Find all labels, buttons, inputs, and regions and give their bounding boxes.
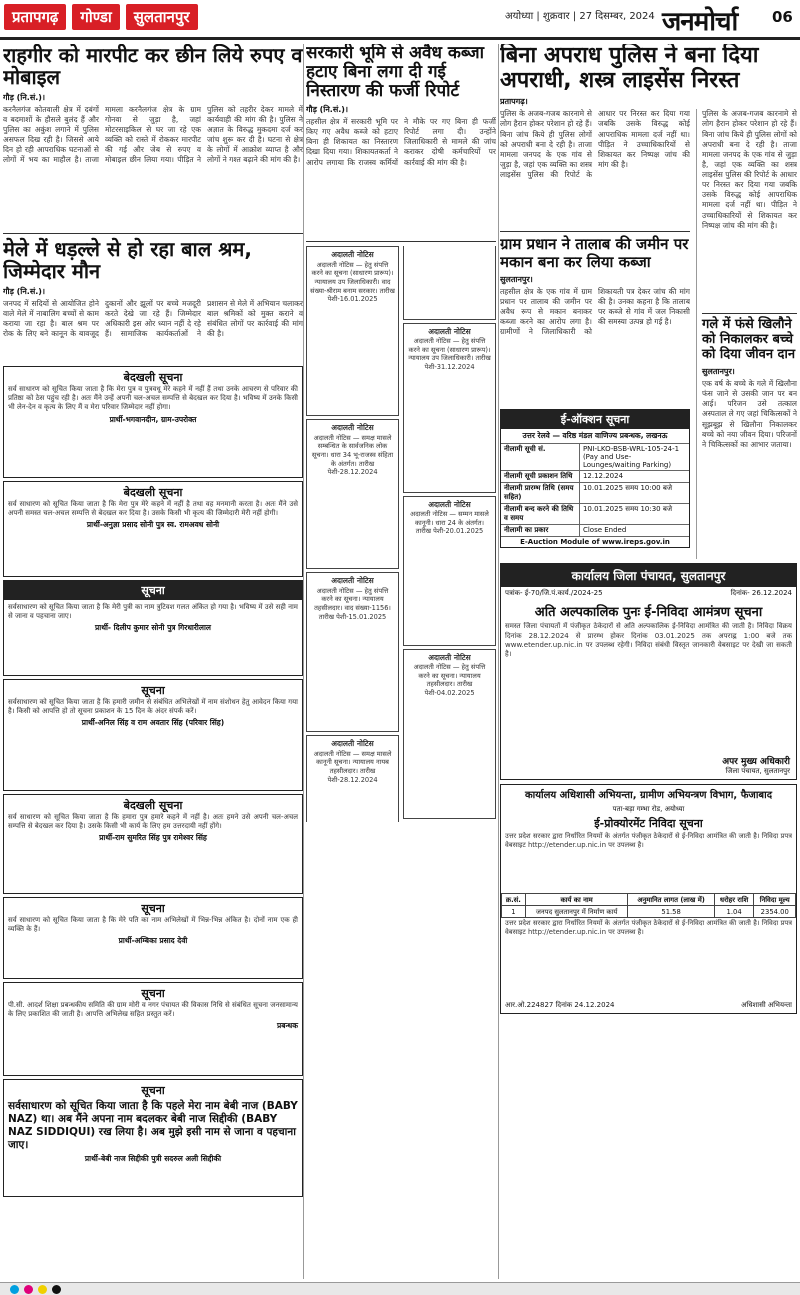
notice-body: अदालती नोटिस — हेतु संपत्ति करने का सूचना (साधारण प्रारूप)। न्यायालय उप जिलाधिकारी। वाद संख्या-श्रीराम बनाम सरकार। तारीख पेशी-16.01.2025 [310, 260, 395, 304]
column-header: निविदा मूल्य [754, 894, 796, 906]
release-order: आर.ओ.224827 दिनांक 24.12.2024 [505, 1001, 615, 1010]
notice-title: अदालती नोटिस [428, 499, 471, 509]
website-link[interactable]: E-Auction Module of www.ireps.gov.in [520, 537, 670, 546]
court-notice [403, 649, 496, 819]
story-arms-licence [500, 44, 797, 559]
headline[interactable]: सरकारी भूमि से अवैध कब्जा हटाए बिना लगा दी गई निस्तारण की फर्जी रिपोर्ट [306, 44, 485, 102]
notice-signature: प्रार्थी-अनिल सिंह व राम अवतार सिंह (परिवार सिंह) [81, 718, 225, 728]
row-value: Close Ended [582, 525, 627, 534]
ref-number: पत्रांक- ई-70/जि.पं.कार्य./2024-25 [505, 589, 603, 598]
story-body: एक वर्ष के बच्चे के गले में खिलौना फंस जाने से उसकी जान पर बन आई। परिजन उसे तत्काल अस्पताल ले गए जहां चिकित्सकों ने सूझबूझ से खिलौना निकालकर बच्चे को नया जीवन दिया। परिजनों ने चिकित्सकों का आभार जताया। [702, 379, 797, 449]
headline[interactable]: मेले में धड़ल्ले से हो रहा बाल श्रम, जिम्मेदार मौन [3, 236, 252, 284]
notice-title: ई-ऑक्शन सूचना [501, 410, 689, 429]
notice-office: कार्यालय अधिशासी अभियन्ता, ग्रामीण अभियन्त्रण विभाग, फैजाबाद [524, 790, 773, 802]
tender-table [501, 893, 796, 918]
notice-title: बेदखली सूचना [123, 485, 183, 499]
notice-body: सर्व साधारण को सूचित किया जाता है कि मेरा पुत्र मेरे कहने में नहीं है तथा वह मनमानी करता है। अतः मैंने उसे अपनी समस्त चल-अचल सम्पत्ति से बेदखल कर दिया है। उसके किसी भी कृत्य की जिम्मेदारी मेरी नहीं होगी। [8, 499, 298, 517]
notice-terms: उत्तर प्रदेश सरकार द्वारा निर्धारित नियमों के अंतर्गत पंजीकृत ठेकेदारों से ई-निविदा आमंत्रित की जाती है। निविदा प्रपत्र वेबसाइट http://etender.up.nic.in पर उपलब्ध है। [505, 919, 792, 937]
notice-title: अदालती नोटिस [331, 250, 374, 260]
notice-org: उत्तर रेलवे — वरिष्ठ मंडल वाणिज्य प्रबन्धक, लखनऊ [522, 430, 668, 440]
black-registration-mark [52, 1285, 61, 1294]
ref-date: दिनांक- 26.12.2024 [730, 589, 792, 598]
notice-box [3, 481, 303, 577]
notice-footer [501, 998, 796, 1013]
masthead [0, 0, 800, 40]
row-value: 12.12.2024 [582, 471, 624, 480]
court-notice [306, 419, 399, 569]
court-notice [403, 496, 496, 646]
notice-title: कार्यालय जिला पंचायत, सुलतानपुर [501, 564, 796, 587]
notice-signature: प्रार्थी- दिलीप कुमार सोनी पुत्र गिरधारीलाल [94, 623, 211, 633]
table-cell: 1 [502, 906, 526, 918]
notice-title: सूचना [141, 986, 165, 1000]
table-cell: 1.04 [714, 906, 754, 918]
byline: गौड़ (नि.सं.)। [3, 92, 45, 102]
row-key: नीलामी का प्रकार [501, 525, 580, 536]
divider [702, 313, 797, 314]
dateline: अयोध्या | शुक्रवार | 27 दिसम्बर, 2024 [505, 11, 655, 22]
notice-body: अदालती नोटिस — हेतु संपत्ति करने का सूचना। न्यायालय तहसीलदार। तारीख पेशी-04.02.2025 [413, 663, 486, 698]
magenta-registration-mark [24, 1285, 33, 1294]
notice-body: समस्त जिला पंचायतों में पंजीकृत ठेकेदारों से अति अल्पकालिक ई-निविदा आमंत्रित की जाती है। निविदा विक्रय दिनांक 28.12.2024 से प्रारम्भ होकर दिनांक 03.01.2025 तक अपराह्न 1:00 बजे तक www.etender.up.nic.in पर उपलब्ध रहेगी। निविदा संबंधी विस्तृत जानकारी वेबसाइट पर देखी जा सकती है। [505, 622, 792, 659]
row-key: नीलामी बन्द करने की तिथि व समय [501, 504, 580, 524]
tender-notice-zila-panchayat [500, 563, 797, 780]
notice-body: उत्तर प्रदेश सरकार द्वारा निर्धारित नियमों के अंतर्गत पंजीकृत ठेकेदारों से ई-निविदा आमंत्रित की जाती है। निविदा प्रपत्र वेबसाइट http://etender.up.nic.in पर उपलब्ध है। [505, 832, 792, 850]
table-row [501, 443, 689, 470]
notice-body: सर्व साधारण को सूचित किया जाता है कि हमारा पुत्र हमारे कहने में नहीं है। अतः हमने उसे अपनी चल-अचल सम्पत्ति से बेदखल कर दिया है। उसके किसी भी कार्य के लिए हम उत्तरदायी नहीं होंगे। [8, 812, 298, 830]
story-body: जनपद में सदियों से आयोजित होने वाले मेले में नाबालिग बच्चों से काम कराया जा रहा है। बाल श्रम पर रोक के लिए बने कानून के बावजूद दुकानों और झूलों पर बच्चे मजदूरी करते देखे जा रहे हैं। जिम्मेदार अधिकारी इस ओर ध्यान नहीं दे रहे हैं। सामाजिक कार्यकर्ताओं ने प्रशासन से मेले में अभियान चलाकर बाल श्रमिकों को मुक्त कराने व संबंधित लोगों पर कार्रवाई की मांग की है। [3, 298, 303, 338]
story-body: पुलिस के अजब-गजब कारनामे से लोग हैरान होकर परेशान हो रहे हैं। बिना जांच किये ही पुलिस लोगों को अपराधी बना दे रही है। ताजा मामला जनपद के एक गांव से जुड़ा है, जहां एक व्यक्ति का शस्त्र लाइसेंस पुलिस की रिपोर्ट के आधार पर निरस्त कर दिया गया जबकि उसके विरुद्ध कोई आपराधिक मामला दर्ज नहीं था। पीड़ित ने उच्चाधिकारियों से शिकायत कर निष्पक्ष जांच की मांग की है। [500, 109, 690, 179]
notice-title: अदालती नोटिस [331, 739, 374, 749]
section-tabs [4, 4, 198, 30]
notice-box [3, 982, 303, 1076]
page-number: 06 [772, 8, 793, 26]
notice-address: पता-बड़ा गम्भा रोड, अयोध्या [612, 805, 685, 814]
notice-box [3, 897, 303, 979]
row-value: PNI-LKO-BSB-WRL-105-24-1 (Pay and Use-Lounges/waiting Parking) [582, 444, 680, 469]
notice-box [3, 679, 303, 791]
divider [306, 241, 496, 242]
column-divider [303, 44, 304, 1279]
notice-box [3, 1079, 303, 1197]
notice-signature: प्रार्थी-राम सुमरित सिंह पुत्र रामेश्वर सिंह [99, 833, 207, 843]
notice-signature: प्रार्थी-बेबी नाज सिद्दीकी पुत्री सदरुल अली सिद्दीकी [84, 1154, 222, 1164]
notice-body: अदालती नोटिस — हेतु संपत्ति करने का सूचना। न्यायालय तहसीलदार। वाद संख्या-1156। तारीख पेशी-15.01.2025 [314, 586, 391, 621]
notice-body: अदालती नोटिस — सम्मन मासले कानूनी। धारा 24 के अंतर्गत। तारीख पेशी-20.01.2025 [410, 510, 489, 536]
notice-signature: अपर मुख्य अधिकारी [722, 757, 790, 768]
notice-title: अदालती नोटिस [331, 576, 374, 586]
table-row [501, 470, 689, 482]
notice-box [3, 580, 303, 676]
row-key: नीलामी सूची प्रकाशन तिथि [501, 471, 580, 482]
table-cell: जनपद सुलतानपुर में निर्माण कार्य [525, 906, 628, 918]
notice-title: सूचना [141, 901, 165, 915]
notice-title: अदालती नोटिस [331, 423, 374, 433]
notice-box [3, 794, 303, 894]
column-divider [498, 44, 499, 1279]
row-value: 10.01.2025 समय 10:30 बजे [582, 504, 673, 513]
notice-subtitle: अति अल्पकालिक पुनः ई-निविदा आमंत्रण सूचना [534, 605, 763, 621]
notice-title: अदालती नोटिस [428, 326, 471, 336]
headline[interactable]: गले में फंसे खिलौने को निकालकर बच्चे को दिया जीवन दान [702, 317, 796, 363]
left-column [3, 44, 303, 1279]
court-notice [306, 572, 399, 732]
headline[interactable]: राहगीर को मारपीट कर छीन लिये रुपए व मोबाइल [3, 44, 303, 90]
notice-signature: प्रार्थी-अनुज्ञा प्रसाद सोनी पुत्र स्व. रामअवध सोनी [86, 520, 220, 530]
notice-box [3, 366, 303, 478]
tab-gonda[interactable]: गोण्डा [72, 4, 119, 30]
middle-column [306, 44, 496, 1279]
court-notice [403, 323, 496, 493]
cyan-registration-mark [10, 1285, 19, 1294]
byline: प्रतापगढ़। [500, 97, 528, 107]
notice-body: अदालती नोटिस — समक्ष मासले कानूनी सूचना। न्यायालय नायब तहसीलदार। तारीख पेशी-28.12.2024 [313, 749, 392, 784]
table-row [501, 482, 689, 503]
notice-body: सर्वसाधारण को सूचित किया जाता है कि मेरी पुत्री का नाम त्रुटिवश गलत अंकित हो गया है। भविष्य में उसे सही नाम से जाना व पहचाना जाए। [8, 602, 298, 620]
headline[interactable]: ग्राम प्रधान ने तालाब की जमीन पर मकान बना कर लिया कब्जा [500, 235, 689, 271]
story-body: करनैलगंज कोतवाली क्षेत्र में दबंगों व बदमाशों के हौसले बुलंद हैं और पुलिस का अकुंश लगाने में पुलिस असफल दिख रही है। जिससे आये दिन हो रही आपराधिक घटनाओं से लोगों में भय का माहौल है। ताजा मामला करनैलगंज क्षेत्र के ग्राम गोनवा से जुड़ा है, जहां मोटरसाइकिल से घर जा रहे एक व्यक्ति को रास्ते में रोककर मारपीट की गई और जेब से रुपए व मोबाइल छीन लिया गया। पीड़ित ने पुलिस को तहरीर देकर मामले में कार्यवाही की मांग की है। पुलिस ने अज्ञात के विरुद्ध मुकदमा दर्ज कर जांच शुरू कर दी है। घटना से क्षेत्र के लोगों में आक्रोश व्याप्त है और लोगों ने गश्त बढ़ाने की मांग की है। [3, 104, 303, 165]
column-header: कार्य का नाम [525, 894, 628, 906]
e-auction-notice [500, 409, 690, 548]
notice-title: ई-प्रोक्योरमेंट निविदा सूचना [594, 817, 703, 831]
court-notices [306, 246, 496, 1266]
notice-signature: प्रार्थी-अम्बिका प्रसाद देवी [118, 936, 188, 946]
headline[interactable]: बिना अपराध पुलिस ने बना दिया अपराधी, शस्त्र लाइसेंस निरस्त [500, 44, 759, 93]
row-key: नीलामी सूची सं. [501, 444, 580, 470]
notice-ref-row [501, 587, 796, 600]
story-child-labour [3, 238, 303, 363]
print-registration-strip [0, 1282, 800, 1295]
story-robbery [3, 44, 303, 229]
notice-body: सर्व साधारण को सूचित किया जाता है कि मेरे पति का नाम अभिलेखों में भिन्न-भिन्न अंकित है। दोनों नाम एक ही व्यक्ति के हैं। [8, 915, 298, 933]
byline: गौड़ (नि.सं.)। [3, 286, 45, 296]
notice-title: बेदखली सूचना [123, 798, 183, 812]
tab-sultanpur[interactable]: सुलतानपुर [126, 4, 198, 30]
notice-title: सूचना [4, 581, 302, 600]
row-key: नीलामी प्रारम्भ तिथि (समय सहित) [501, 483, 580, 503]
column-header: अनुमानित लागत (लाख में) [628, 894, 714, 906]
notice-title: अदालती नोटिस [428, 652, 471, 662]
notice-title: बेदखली सूचना [123, 370, 183, 384]
story-land-encroachment [306, 44, 496, 237]
notice-body: सर्वसाधारण को सूचित किया जाता है कि हमारी जमीन से संबंधित अभिलेखों में नाम संशोधन हेतु आवेदन किया गया है। किसी को आपत्ति हो तो सूचना प्रकाशन के 15 दिन के अंदर संपर्क करें। [8, 697, 298, 715]
yellow-registration-mark [38, 1285, 47, 1294]
notice-body: अदालती नोटिस — हेतु संपत्ति करने का सूचना (साधारण प्रारूप)। न्यायालय उप जिलाधिकारी। तारीख पेशी-31.12.2024 [408, 337, 491, 372]
column-header: धरोहर राशि [714, 894, 754, 906]
column-header: क्र.सं. [502, 894, 526, 906]
tab-pratapgarh[interactable]: प्रतापगढ़ [4, 4, 66, 30]
divider [3, 233, 303, 234]
table-row [501, 503, 689, 524]
row-value: 10.01.2025 समय 10:00 बजे [582, 483, 673, 492]
table-header-row [502, 894, 796, 906]
story-body-continued: पुलिस के अजब-गजब कारनामे से लोग हैरान होकर परेशान हो रहे हैं। बिना जांच किये ही पुलिस लोगों को अपराधी बना दे रही है। ताजा मामला जनपद के एक गांव से जुड़ा है, जहां एक व्यक्ति का शस्त्र लाइसेंस पुलिस की रिपोर्ट के आधार पर निरस्त कर दिया गया जबकि उसके विरुद्ध कोई आपराधिक मामला दर्ज नहीं था। पीड़ित ने उच्चाधिकारियों से शिकायत कर निष्पक्ष जांच की मांग की है। [702, 109, 797, 230]
notice-title: सूचना [141, 1083, 165, 1097]
tender-notice-rural-engineering [500, 784, 797, 1014]
right-column [500, 44, 797, 1279]
table-cell: 2354.00 [754, 906, 796, 918]
notice-body: सर्व साधारण को सूचित किया जाता है कि मेरा पुत्र व पुत्रवधू मेरे कहने में नहीं हैं तथा उनके आचरण से परिवार की प्रतिष्ठा को ठेस पहुंच रही है। अतः मैंने उन्हें अपनी चल-अचल सम्पत्ति से बेदखल कर दिया है। भविष्य में उनके किसी भी लेन-देन व कृत्य के लिए मैं व मेरा परिवार जिम्मेदार नहीं होगा। [8, 384, 298, 412]
notice-signature: प्रार्थी-भगवानदीन, ग्राम-उपरोक्त [109, 414, 197, 424]
table-cell: 51.58 [628, 906, 714, 918]
table-row [502, 906, 796, 918]
notice-signature: प्रबन्धक [277, 1021, 298, 1031]
notice-body: सर्वसाधारण को सूचित किया जाता है कि पहले मेरा नाम बेबी नाज (BABY NAZ) था। अब मैंने अपना नाम बदलकर बेबी नाज सिद्दीकी (BABY NAZ SIDDIQUI) रख लिया है। अब मुझे इसी नाम से जाना व पहचाना जाए। [8, 1099, 298, 1151]
byline: गौड़ (नि.सं.)। [306, 105, 348, 115]
story-body: तहसील क्षेत्र के एक गांव में ग्राम प्रधान पर तालाब की जमीन पर अवैध रूप से मकान बनाकर कब्जा करने का आरोप लगा है। ग्रामीणों ने जिलाधिकारी को शिकायती पत्र देकर जांच की मांग की है। उनका कहना है कि तालाब पर कब्जे से गांव में जल निकासी की समस्या उत्पन्न हो गई है। [500, 286, 690, 337]
table-row [501, 524, 689, 536]
divider [500, 231, 690, 232]
court-notice [306, 246, 399, 416]
notice-signature-org: जिला पंचायत, सुलतानपुर [725, 767, 790, 776]
notice-body: अदालती नोटिस — समक्ष मासले सम्बन्धित के सार्वजनिक लोक सूचना। धारा 34 भू-राजस्व संहिता के अंतर्गत। तारीख पेशी-28.12.2024 [311, 433, 394, 477]
newspaper-logo: जनमोर्चा [662, 7, 738, 37]
notice-signature: अधिशासी अभियन्ता [741, 1001, 792, 1010]
story-body: तहसील क्षेत्र में सरकारी भूमि पर किए गए अवैध कब्जे को हटाए बिना ही शिकायत का निस्तारण दिखा दिया गया। शिकायतकर्ता ने आरोप लगाया कि राजस्व कर्मियों ने मौके पर गए बिना ही फर्जी रिपोर्ट लगा दी। उन्होंने जिलाधिकारी से मामले की जांच कराकर दोषी कर्मचारियों पर कार्रवाई की मांग की है। [306, 117, 496, 167]
table-row [501, 536, 689, 547]
notice-title: सूचना [141, 683, 165, 697]
byline: सुलतानपुर। [702, 367, 735, 377]
byline: सुलतानपुर। [500, 274, 533, 284]
notice-body: पी.सी. आदर्श शिक्षा प्रबन्धकीय समिति की ग्राम मोरी व नगर पंचायत की विकास निधि से संबंधित सूचना जनसामान्य के लिए प्रकाशित की जाती है। आपत्ति अभिलेख सहित प्रस्तुत करें। [8, 1000, 298, 1018]
